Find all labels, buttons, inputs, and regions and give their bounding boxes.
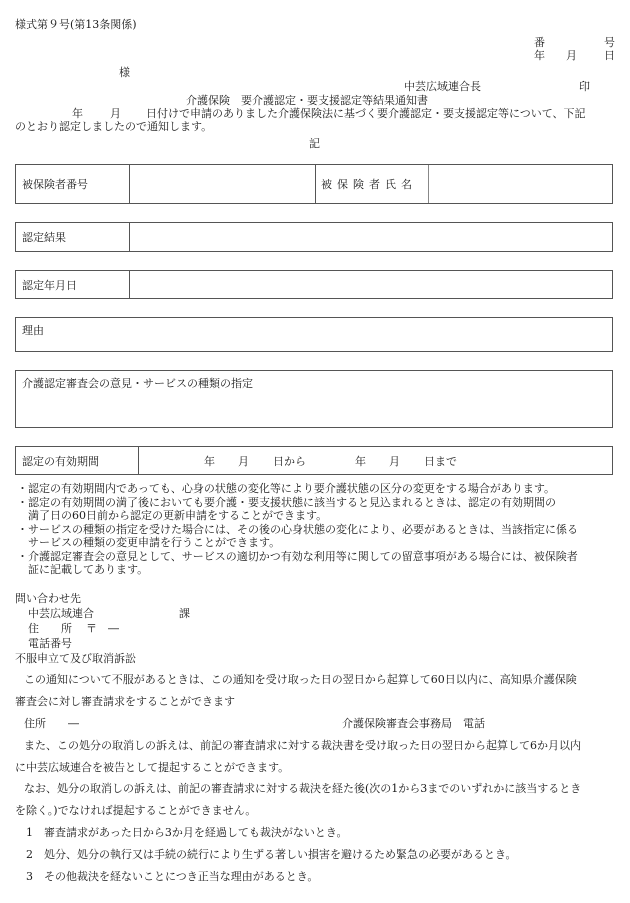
reason-box[interactable] bbox=[15, 317, 613, 352]
validity-from-year: 年 bbox=[204, 454, 215, 468]
note-item: ・介護認定審査会の意見として、サービスの適切かつ有効な利用等に関しての留意事項がある場合には、被保険者 bbox=[17, 549, 578, 563]
appeal-address-label: 住所 ― bbox=[24, 717, 79, 730]
exception-item: 処分、処分の執行又は手続の続行により生ずる著しい損害を避けるため緊急の必要があるとき。 bbox=[44, 848, 517, 861]
validity-from-month: 月 bbox=[238, 454, 249, 468]
appeal-para2-line2: に中芸広域連合を被告として提起することができます。 bbox=[15, 761, 290, 774]
opinion-label: 介護認定審査会の意見・サービスの種類の指定 bbox=[22, 377, 253, 390]
intro-text-line2: のとおり認定しましたので通知します。 bbox=[15, 120, 213, 133]
appeal-office: 介護保険審査会事務局 電話 bbox=[342, 717, 485, 730]
contact-section: 課 bbox=[179, 607, 190, 620]
result-label-cell bbox=[16, 223, 129, 251]
result-label: 認定結果 bbox=[22, 231, 66, 244]
insured-number-label: 被保険者番号 bbox=[22, 178, 88, 191]
note-item: ・認定の有効期間内であっても、心身の状態の変化等により要介護状態の区分の変更をする場合があります。 bbox=[17, 482, 556, 495]
validity-period-box bbox=[15, 446, 613, 475]
note-item-continued: 満了日の60日前から認定の更新申請をすることができます。 bbox=[28, 509, 328, 522]
contact-org: 中芸広域連合 bbox=[28, 607, 94, 620]
insured-name-field[interactable] bbox=[428, 165, 612, 203]
contact-phone-label: 電話番号 bbox=[28, 637, 72, 650]
note-item: ・認定の有効期間の満了後においても要介護・要支援状態に該当すると見込まれるときは、認定の有効期間の bbox=[17, 495, 556, 509]
intro-year: 年 bbox=[72, 107, 83, 120]
seal-mark: 印 bbox=[579, 80, 590, 93]
appeal-para3-line1: なお、処分の取消しの訴えは、前記の審査請求に対する裁決を経た後(次の1から3までのいずれかに該当するとき bbox=[24, 782, 582, 795]
validity-field[interactable] bbox=[138, 447, 612, 474]
date-day-label: 日 bbox=[604, 49, 615, 62]
insured-number-label-cell bbox=[16, 165, 129, 203]
appeal-para3-line2: を除く。)でなければ提起することができません。 bbox=[15, 804, 257, 817]
insured-number-field[interactable] bbox=[129, 165, 315, 203]
appeal-para1-line1: この通知について不服があるときは、この通知を受け取った日の翌日から起算して60日以内に、高知県介護保険 bbox=[24, 673, 577, 686]
appeal-para1-line2: 審査会に対し審査請求をすることができます bbox=[15, 695, 235, 708]
certification-date-box bbox=[15, 270, 613, 299]
contact-address-label: 住 所 bbox=[28, 622, 72, 635]
insured-name-label: 被保険者氏名 bbox=[321, 178, 417, 191]
intro-month: 月 bbox=[110, 107, 121, 120]
exception-item: その他裁決を経ないことにつき正当な理由があるとき。 bbox=[44, 870, 319, 883]
ki-heading: 記 bbox=[309, 137, 320, 150]
exception-item: 審査請求があった日から3か月を経過しても裁決がないとき。 bbox=[44, 826, 348, 839]
result-field[interactable] bbox=[129, 223, 612, 251]
exception-number: 2 bbox=[26, 848, 33, 861]
date-year-label: 年 bbox=[534, 49, 545, 62]
form-number: 様式第９号(第13条関係) bbox=[15, 18, 137, 31]
result-box bbox=[15, 222, 613, 252]
certification-date-field[interactable] bbox=[129, 271, 612, 298]
opinion-box[interactable] bbox=[15, 370, 613, 428]
insured-info-box bbox=[15, 164, 613, 204]
exception-number: 1 bbox=[26, 826, 33, 839]
intro-text-line1: 日付けで申請のありました介護保険法に基づく要介護認定・要支援認定等について、下記 bbox=[146, 107, 586, 120]
contact-postal: 〒 ― bbox=[86, 622, 119, 635]
appeal-para2-line1: また、この処分の取消しの訴えは、前記の審査請求に対する裁決書を受け取った日の翌日から起算して6か月以内 bbox=[24, 739, 581, 752]
validity-label: 認定の有効期間 bbox=[22, 454, 99, 468]
note-item: ・サービスの種類の指定を受けた場合には、その後の心身状態の変化により、必要があるときは、当該指定に係る bbox=[17, 522, 578, 536]
reason-label: 理由 bbox=[22, 324, 44, 337]
insured-name-label-cell bbox=[315, 165, 428, 203]
certification-date-label: 認定年月日 bbox=[22, 278, 77, 292]
validity-to-month: 月 bbox=[389, 454, 400, 468]
note-item-continued: サービスの種類の変更申請を行うことができます。 bbox=[28, 536, 281, 549]
issuer-name: 中芸広域連合長 bbox=[404, 80, 481, 93]
document-title: 介護保険 要介護認定・要支援認定等結果通知書 bbox=[186, 94, 428, 107]
contact-heading: 問い合わせ先 bbox=[15, 592, 81, 605]
validity-from-day: 日から bbox=[273, 454, 306, 468]
exception-number: 3 bbox=[26, 870, 33, 883]
validity-label-cell bbox=[16, 447, 138, 474]
notes-list bbox=[17, 482, 617, 577]
validity-to-year: 年 bbox=[355, 454, 366, 468]
validity-to-day: 日まで bbox=[424, 454, 457, 468]
addressee-suffix: 様 bbox=[119, 66, 130, 79]
number-label-right: 号 bbox=[604, 36, 615, 49]
date-month-label: 月 bbox=[566, 49, 577, 62]
number-label-left: 番 bbox=[534, 36, 545, 49]
appeal-heading: 不服申立て及び取消訴訟 bbox=[15, 652, 136, 665]
note-item-continued: 証に記載してあります。 bbox=[28, 563, 149, 576]
certification-date-label-cell bbox=[16, 271, 129, 298]
